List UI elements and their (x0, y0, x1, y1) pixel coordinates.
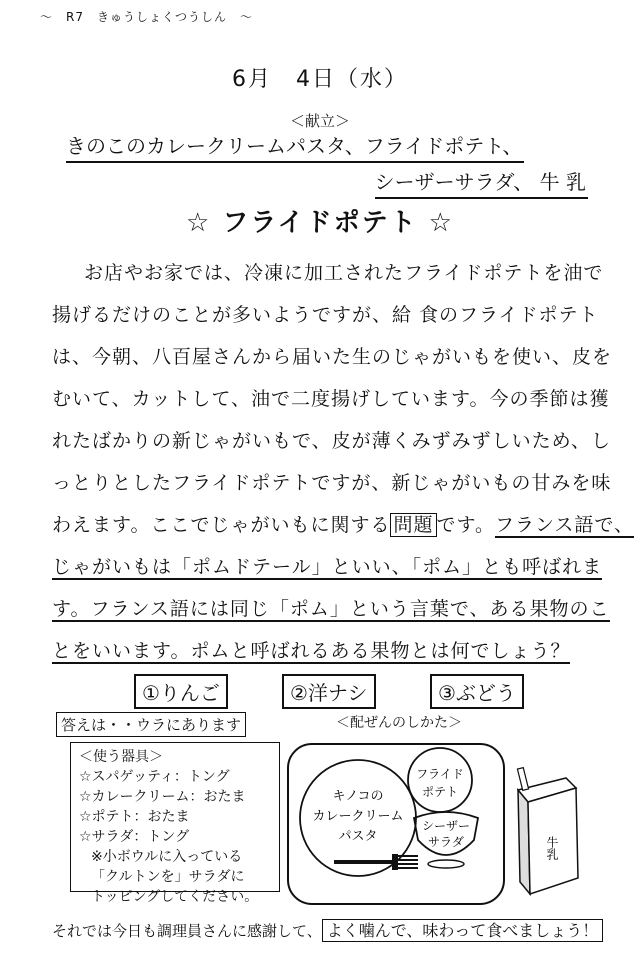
question-line (52, 594, 610, 621)
menu-line-2: シーザーサラダ、 牛 乳 (375, 166, 588, 199)
tool-item: ☆カレークリーム：おたま (79, 789, 246, 805)
pasta-label: パスタ (338, 829, 378, 844)
tool-item: ☆サラダ：トング (79, 829, 190, 845)
body-text: わえます。ここでじゃがいもに関する (52, 514, 391, 536)
tools-heading: ＜使う器具＞ (79, 749, 163, 765)
body-text: です。 (436, 514, 495, 536)
question-text: とをいいます。ポムと呼ばれるある果物とは何でしょう？ (52, 640, 571, 662)
bowl-base (428, 860, 464, 868)
potato-label: ポテト (421, 785, 459, 799)
choice-apple: ①りんご (134, 674, 228, 709)
tools-note: 「クルトンを」サラダに (91, 869, 245, 885)
milk-carton-icon (517, 768, 578, 894)
spork-icon (334, 854, 418, 870)
question-text: フランス語で、 (494, 514, 635, 536)
choice-grape: ③ぶどう (430, 674, 524, 709)
menu-line-1: きのこのカレークリームパスタ、フライドポテト、 (66, 130, 524, 163)
tools-box (70, 742, 280, 905)
tray (288, 744, 504, 904)
question-text: す。フランス語には同じ「ポム」という言葉で、ある果物のこ (52, 598, 610, 620)
pasta-label: キノコの (332, 789, 384, 804)
question-text: じゃがいもは「ポムドテール」といい、「ポム」とも呼ばれま (52, 556, 603, 578)
body-line: っとりとしたフライドポテトですが、新じゃがいもの甘みを味 (52, 472, 612, 494)
milk-label: 牛乳 (545, 836, 559, 860)
body-line: お店やお家では、冷凍に加工されたフライドポテトを油で (84, 262, 604, 284)
newsletter-header: ～ R7 きゅうしょくつうしん ～ (40, 10, 253, 24)
tool-item: ☆ポテト：おたま (79, 809, 190, 825)
footer-text: それでは今日も調理員さんに感謝して、 (52, 922, 322, 940)
footer-highlight: よく噛んで、味わって食べましょう！ (322, 919, 604, 942)
tools-note: ※小ボウルに入っている (91, 849, 243, 865)
body-line: 揚げるだけのことが多いようですが、給 食のフライドポテト (52, 304, 599, 326)
body-line: れたばかりの新じゃがいもで、皮が薄くみずみずしいため、し (52, 430, 611, 452)
date-heading: 6月 4日（水） (232, 67, 408, 92)
pasta-label: カレークリーム (312, 809, 404, 824)
salad-label: サラダ (428, 835, 464, 849)
question-box: 問題 (390, 513, 436, 537)
body-line (52, 510, 634, 537)
potato-label: フライド (416, 767, 464, 781)
body-line: むいて、カットして、油で二度揚げしています。今の季節は獲 (52, 388, 610, 410)
choice-pear: ②洋ナシ (282, 674, 376, 709)
serving-diagram (286, 736, 626, 912)
article-title: ☆ フライドポテト ☆ (186, 208, 454, 238)
tools-note: トッピングしてください。 (91, 889, 259, 905)
tool-item: ☆スパゲッティ：トング (79, 769, 230, 785)
question-line (52, 552, 602, 579)
serving-label: ＜配ぜんのしかた＞ (336, 715, 462, 731)
body-line: は、今朝、八百屋さんから届いた生のじゃがいもを使い、皮を (52, 346, 613, 368)
footer-message (52, 918, 603, 941)
salad-label: シーザー (421, 819, 471, 833)
answer-note: 答えは・・ウラにあります (56, 712, 246, 737)
question-line (52, 636, 570, 663)
menu-label: ＜献立＞ (289, 112, 350, 130)
